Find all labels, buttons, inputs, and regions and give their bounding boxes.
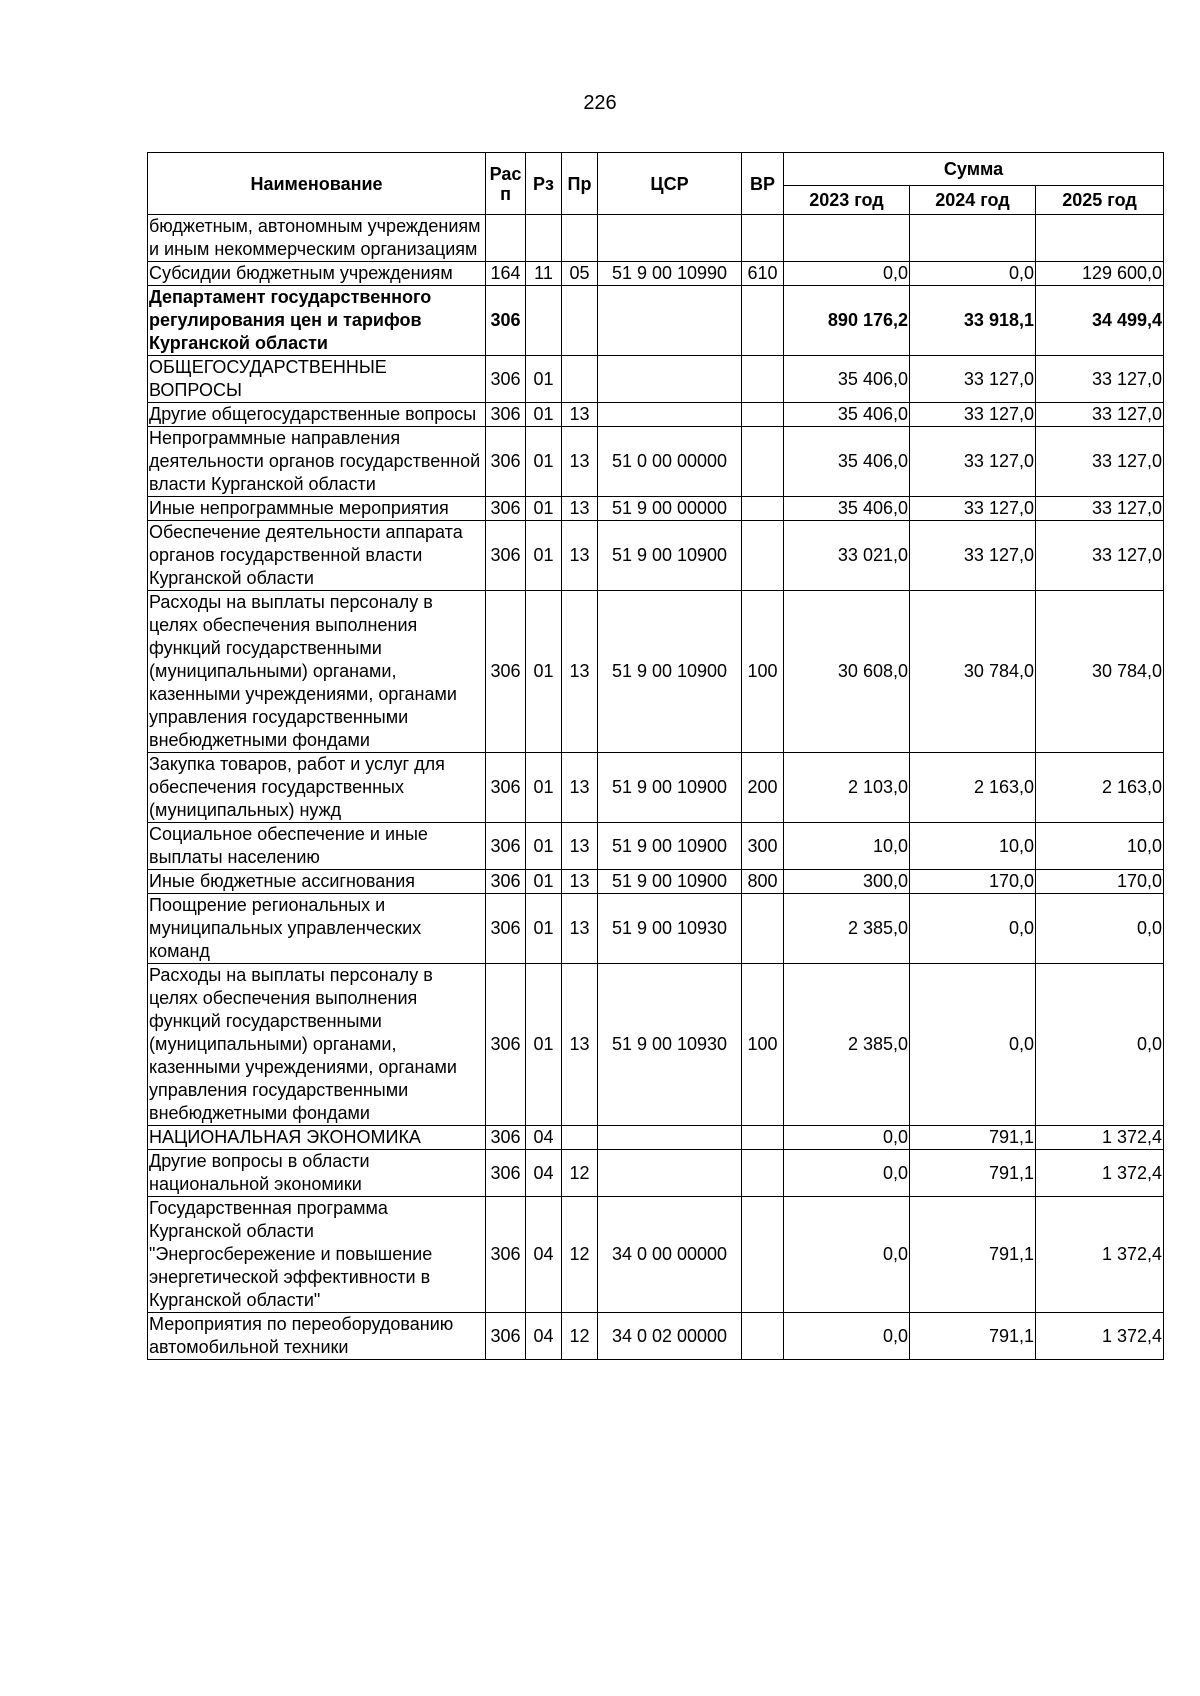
row-vr: 800 (742, 870, 784, 894)
row-amount-2024: 791,1 (910, 1126, 1036, 1150)
row-csr: 51 9 00 10900 (598, 870, 742, 894)
row-amount-2023: 890 176,2 (784, 286, 910, 356)
row-name: Иные непрограммные мероприятия (148, 497, 486, 521)
header-csr: ЦСР (598, 153, 742, 215)
row-name: Социальное обеспечение и иные выплаты населению (148, 823, 486, 870)
row-amount-2025: 1 372,4 (1036, 1313, 1164, 1360)
row-vr (742, 403, 784, 427)
row-rz: 01 (526, 823, 562, 870)
row-csr (598, 356, 742, 403)
row-amount-2023: 30 608,0 (784, 591, 910, 753)
row-pr: 13 (562, 753, 598, 823)
row-rz: 01 (526, 427, 562, 497)
header-sum: Сумма (784, 153, 1164, 186)
row-name: Мероприятия по переоборудованию автомобильной техники (148, 1313, 486, 1360)
row-rz: 01 (526, 870, 562, 894)
row-rasp: 306 (486, 964, 526, 1126)
header-pr: Пр (562, 153, 598, 215)
row-amount-2023: 35 406,0 (784, 497, 910, 521)
row-rasp: 306 (486, 1126, 526, 1150)
row-rz: 11 (526, 262, 562, 286)
row-pr (562, 286, 598, 356)
row-rz: 01 (526, 356, 562, 403)
row-amount-2025: 1 372,4 (1036, 1150, 1164, 1197)
row-amount-2025: 129 600,0 (1036, 262, 1164, 286)
row-amount-2024: 30 784,0 (910, 591, 1036, 753)
table-row (148, 286, 1164, 356)
row-amount-2025: 1 372,4 (1036, 1126, 1164, 1150)
row-vr: 300 (742, 823, 784, 870)
row-rz: 01 (526, 964, 562, 1126)
row-csr: 51 9 00 10990 (598, 262, 742, 286)
row-pr: 05 (562, 262, 598, 286)
row-csr: 51 9 00 10900 (598, 753, 742, 823)
row-name: Субсидии бюджетным учреждениям (148, 262, 486, 286)
table-row (148, 497, 1164, 521)
row-pr: 13 (562, 894, 598, 964)
row-amount-2023: 0,0 (784, 1313, 910, 1360)
row-name: Обеспечение деятельности аппарата органов государственной власти Курганской области (148, 521, 486, 591)
row-rz (526, 286, 562, 356)
row-amount-2023: 2 103,0 (784, 753, 910, 823)
table-row (148, 964, 1164, 1126)
row-name: Другие вопросы в области национальной экономики (148, 1150, 486, 1197)
row-amount-2025: 33 127,0 (1036, 356, 1164, 403)
row-csr: 51 9 00 10930 (598, 894, 742, 964)
row-rasp: 306 (486, 591, 526, 753)
row-amount-2023: 0,0 (784, 1126, 910, 1150)
row-csr: 51 9 00 10930 (598, 964, 742, 1126)
row-amount-2023 (784, 215, 910, 262)
row-name: Иные бюджетные ассигнования (148, 870, 486, 894)
row-csr (598, 403, 742, 427)
table-row (148, 894, 1164, 964)
row-amount-2024: 33 918,1 (910, 286, 1036, 356)
row-csr: 51 9 00 10900 (598, 591, 742, 753)
row-name: бюджетным, автономным учреждениям и иным некоммерческим организациям (148, 215, 486, 262)
row-pr: 13 (562, 964, 598, 1126)
row-pr (562, 215, 598, 262)
row-amount-2024: 170,0 (910, 870, 1036, 894)
row-rasp: 306 (486, 356, 526, 403)
row-csr (598, 1150, 742, 1197)
row-csr (598, 1126, 742, 1150)
row-name: Закупка товаров, работ и услуг для обеспечения государственных (муниципальных) нужд (148, 753, 486, 823)
row-vr (742, 1150, 784, 1197)
row-amount-2025 (1036, 215, 1164, 262)
row-rz (526, 215, 562, 262)
row-csr: 51 9 00 10900 (598, 823, 742, 870)
row-amount-2024: 2 163,0 (910, 753, 1036, 823)
row-rz: 01 (526, 591, 562, 753)
row-csr: 34 0 02 00000 (598, 1313, 742, 1360)
row-amount-2024: 0,0 (910, 964, 1036, 1126)
page-number: 226 (583, 92, 617, 114)
row-amount-2023: 2 385,0 (784, 894, 910, 964)
row-vr: 200 (742, 753, 784, 823)
row-pr: 12 (562, 1313, 598, 1360)
row-vr (742, 1126, 784, 1150)
row-csr: 51 0 00 00000 (598, 427, 742, 497)
row-pr: 13 (562, 870, 598, 894)
row-amount-2023: 300,0 (784, 870, 910, 894)
table-row (148, 262, 1164, 286)
table-row (148, 215, 1164, 262)
row-rz: 04 (526, 1150, 562, 1197)
row-csr: 51 9 00 10900 (598, 521, 742, 591)
row-amount-2025: 170,0 (1036, 870, 1164, 894)
row-amount-2023: 35 406,0 (784, 403, 910, 427)
header-vr: ВР (742, 153, 784, 215)
row-amount-2023: 33 021,0 (784, 521, 910, 591)
row-amount-2025: 33 127,0 (1036, 521, 1164, 591)
row-amount-2023: 0,0 (784, 1150, 910, 1197)
row-vr (742, 356, 784, 403)
row-rz: 01 (526, 521, 562, 591)
table-row (148, 356, 1164, 403)
row-rasp: 306 (486, 427, 526, 497)
row-amount-2025: 0,0 (1036, 964, 1164, 1126)
row-vr (742, 521, 784, 591)
row-amount-2024 (910, 215, 1036, 262)
table-row (148, 870, 1164, 894)
table-row (148, 591, 1164, 753)
table-row (148, 753, 1164, 823)
table-row (148, 1313, 1164, 1360)
row-name: НАЦИОНАЛЬНАЯ ЭКОНОМИКА (148, 1126, 486, 1150)
row-amount-2025: 0,0 (1036, 894, 1164, 964)
row-vr (742, 1313, 784, 1360)
header-rasp: Рас п (486, 153, 526, 215)
row-amount-2025: 33 127,0 (1036, 497, 1164, 521)
row-name: Поощрение региональных и муниципальных управленческих команд (148, 894, 486, 964)
row-csr (598, 286, 742, 356)
row-vr (742, 1197, 784, 1313)
row-name: Департамент государственного регулирования цен и тарифов Курганской области (148, 286, 486, 356)
row-amount-2024: 791,1 (910, 1313, 1036, 1360)
row-amount-2025: 1 372,4 (1036, 1197, 1164, 1313)
row-rz: 01 (526, 497, 562, 521)
table-row (148, 1150, 1164, 1197)
row-csr: 34 0 00 00000 (598, 1197, 742, 1313)
row-amount-2023: 2 385,0 (784, 964, 910, 1126)
table-row (148, 1197, 1164, 1313)
row-amount-2023: 35 406,0 (784, 427, 910, 497)
row-vr: 610 (742, 262, 784, 286)
row-amount-2024: 791,1 (910, 1150, 1036, 1197)
row-pr: 13 (562, 591, 598, 753)
row-amount-2023: 35 406,0 (784, 356, 910, 403)
row-rz: 01 (526, 403, 562, 427)
row-amount-2025: 30 784,0 (1036, 591, 1164, 753)
row-amount-2025: 10,0 (1036, 823, 1164, 870)
budget-table (147, 152, 1164, 1360)
table-row (148, 403, 1164, 427)
row-vr (742, 894, 784, 964)
row-rz: 01 (526, 894, 562, 964)
row-rasp: 306 (486, 497, 526, 521)
row-amount-2023: 0,0 (784, 262, 910, 286)
row-rasp (486, 215, 526, 262)
row-amount-2024: 0,0 (910, 262, 1036, 286)
row-rasp: 306 (486, 521, 526, 591)
row-amount-2025: 34 499,4 (1036, 286, 1164, 356)
row-rasp: 164 (486, 262, 526, 286)
row-amount-2024: 791,1 (910, 1197, 1036, 1313)
table-body (148, 215, 1164, 1360)
row-vr: 100 (742, 964, 784, 1126)
row-name: Другие общегосударственные вопросы (148, 403, 486, 427)
row-vr (742, 215, 784, 262)
row-pr: 12 (562, 1197, 598, 1313)
row-amount-2025: 33 127,0 (1036, 403, 1164, 427)
row-name: Расходы на выплаты персоналу в целях обеспечения выполнения функций государственными (муниципальными) органами, казенными учреждениями, органами управления государственными внебюджетными фондами (148, 964, 486, 1126)
row-name: Государственная программа Курганской области "Энергосбережение и повышение энергетической эффективности в Курганской области" (148, 1197, 486, 1313)
header-year-2024: 2024 год (910, 186, 1036, 215)
row-rasp: 306 (486, 1150, 526, 1197)
row-amount-2024: 33 127,0 (910, 521, 1036, 591)
row-pr: 13 (562, 403, 598, 427)
row-rasp: 306 (486, 870, 526, 894)
row-name: Непрограммные направления деятельности органов государственной власти Курганской области (148, 427, 486, 497)
row-pr (562, 356, 598, 403)
row-amount-2024: 33 127,0 (910, 403, 1036, 427)
header-name: Наименование (148, 153, 486, 215)
row-csr: 51 9 00 00000 (598, 497, 742, 521)
row-amount-2024: 33 127,0 (910, 427, 1036, 497)
row-rz: 04 (526, 1197, 562, 1313)
row-rz: 04 (526, 1126, 562, 1150)
row-rasp: 306 (486, 286, 526, 356)
row-amount-2023: 0,0 (784, 1197, 910, 1313)
table-row (148, 823, 1164, 870)
row-amount-2025: 33 127,0 (1036, 427, 1164, 497)
row-amount-2024: 33 127,0 (910, 497, 1036, 521)
table-row (148, 1126, 1164, 1150)
row-rz: 01 (526, 753, 562, 823)
row-pr: 12 (562, 1150, 598, 1197)
row-csr (598, 215, 742, 262)
row-pr: 13 (562, 497, 598, 521)
row-pr (562, 1126, 598, 1150)
row-amount-2024: 33 127,0 (910, 356, 1036, 403)
row-amount-2024: 10,0 (910, 823, 1036, 870)
row-rasp: 306 (486, 403, 526, 427)
row-rasp: 306 (486, 823, 526, 870)
row-vr (742, 427, 784, 497)
row-rasp: 306 (486, 1197, 526, 1313)
table-row (148, 427, 1164, 497)
table-header (148, 153, 1164, 215)
row-amount-2025: 2 163,0 (1036, 753, 1164, 823)
row-vr (742, 286, 784, 356)
row-vr: 100 (742, 591, 784, 753)
row-rasp: 306 (486, 894, 526, 964)
table-row (148, 521, 1164, 591)
row-pr: 13 (562, 521, 598, 591)
row-rasp: 306 (486, 753, 526, 823)
header-rz: Рз (526, 153, 562, 215)
header-year-2023: 2023 год (784, 186, 910, 215)
header-year-2025: 2025 год (1036, 186, 1164, 215)
row-name: ОБЩЕГОСУДАРСТВЕННЫЕ ВОПРОСЫ (148, 356, 486, 403)
row-amount-2024: 0,0 (910, 894, 1036, 964)
row-pr: 13 (562, 823, 598, 870)
row-pr: 13 (562, 427, 598, 497)
row-rz: 04 (526, 1313, 562, 1360)
row-rasp: 306 (486, 1313, 526, 1360)
row-name: Расходы на выплаты персоналу в целях обеспечения выполнения функций государственными (муниципальными) органами, казенными учреждениями, органами управления государственными внебюджетными фондами (148, 591, 486, 753)
row-vr (742, 497, 784, 521)
row-amount-2023: 10,0 (784, 823, 910, 870)
